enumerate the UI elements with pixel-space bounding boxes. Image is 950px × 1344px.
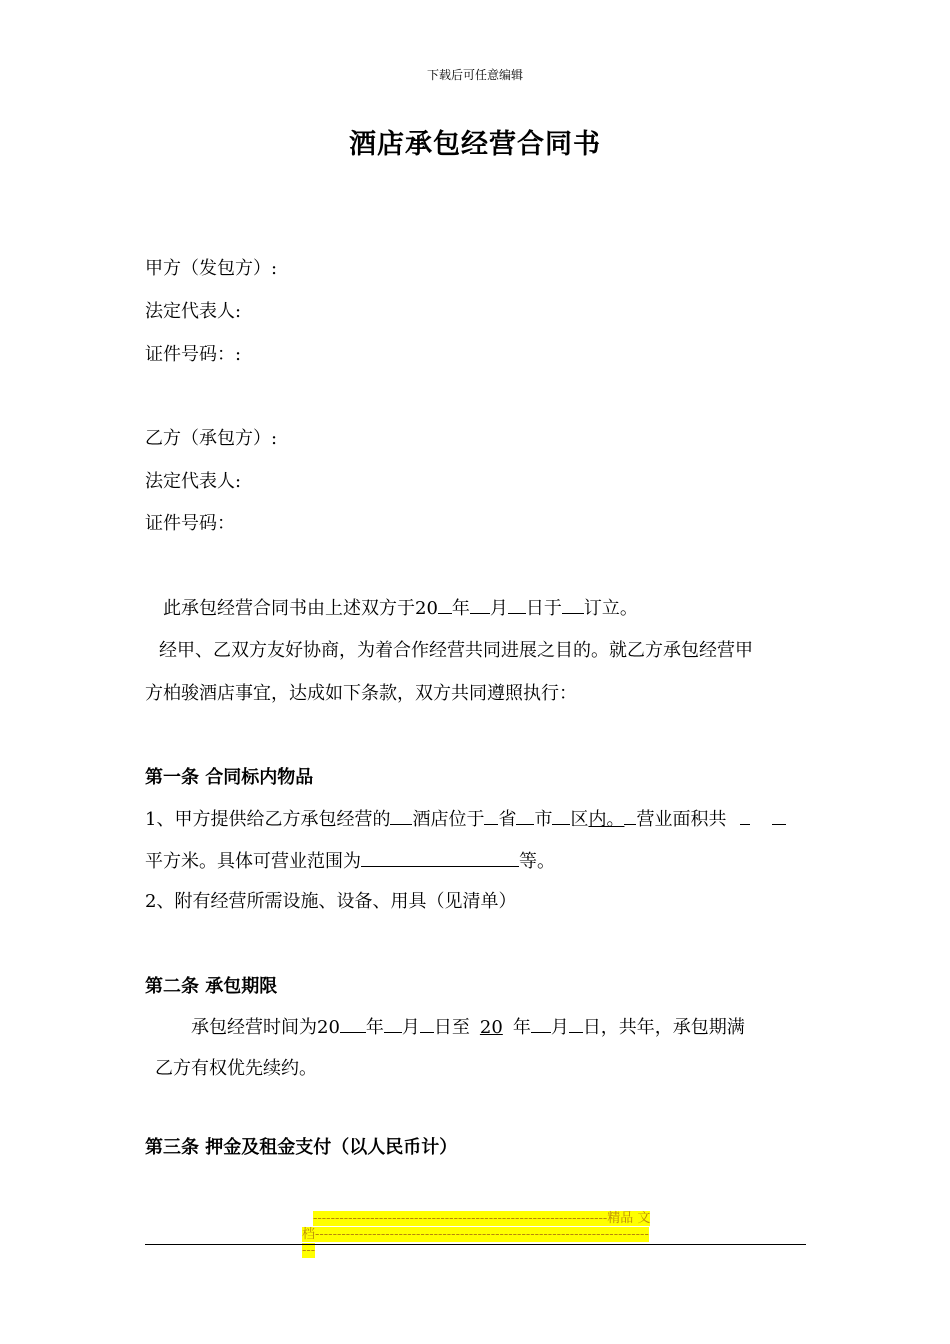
party-a-rep-label: 法定代表人: — [145, 301, 242, 322]
blank-line — [361, 850, 519, 867]
intro-paragraph-2-line-1: 经甲、乙双方友好协商，为着合作经营共同进展之目的。就乙方承包经营甲 — [159, 640, 753, 661]
blank-line — [569, 1016, 583, 1033]
blank-line — [531, 1016, 551, 1033]
blank-line — [438, 597, 452, 614]
blank-line — [516, 808, 534, 825]
article-text: 等。 — [519, 851, 555, 872]
article-text: 区 — [570, 809, 589, 830]
article-2-line-2: 乙方有权优先续约。 — [155, 1058, 317, 1079]
article-text: 月 — [550, 1017, 569, 1038]
article-text: 年 — [512, 1017, 531, 1038]
blank-line — [384, 1016, 402, 1033]
article-text: 20 — [479, 1017, 503, 1038]
intro-text: 订立。 — [583, 598, 638, 619]
article-text: 月 — [401, 1017, 420, 1038]
article-3-heading: 第三条 押金及租金支付（以人民币计） — [145, 1137, 458, 1158]
article-2-line-1 — [191, 1013, 745, 1039]
blank-line — [740, 808, 750, 825]
blank-line — [420, 1016, 434, 1033]
bottom-rule — [145, 1244, 806, 1245]
article-text: 1、甲方提供给乙方承包经营的 — [145, 809, 391, 830]
blank-line — [470, 597, 490, 614]
blank-line — [390, 808, 412, 825]
intro-text: 月 — [489, 598, 508, 619]
party-b-rep-label: 法定代表人: — [145, 471, 242, 492]
blank-line — [772, 808, 786, 825]
party-a-name-label: 甲方（发包方）: — [145, 258, 278, 279]
article-text: 营业面积共 — [636, 809, 727, 830]
blank-line — [340, 1016, 366, 1033]
blank-line — [562, 597, 584, 614]
article-text: 省 — [498, 809, 517, 830]
blank-line — [624, 808, 636, 825]
blank-line — [508, 597, 526, 614]
intro-text: 年 — [451, 598, 470, 619]
blank-line — [552, 808, 570, 825]
article-text: 承包经营时间为20 — [191, 1017, 340, 1038]
article-text: 酒店位于 — [412, 809, 485, 830]
intro-paragraph-1 — [163, 594, 638, 620]
article-1-item-1-line-2 — [145, 847, 555, 873]
article-1-heading: 第一条 合同标内物品 — [145, 767, 314, 788]
intro-text: 日于 — [525, 598, 562, 619]
header-note: 下载后可任意编辑 — [426, 68, 523, 82]
blank-line — [484, 808, 498, 825]
article-1-item-1 — [145, 805, 786, 831]
article-text: 平方米。具体可营业范围为 — [145, 851, 361, 872]
article-text: 年 — [365, 1017, 384, 1038]
footer-banner-text: -------------------------------------------------------------------精品 文 — [313, 1211, 651, 1226]
article-text: 市 — [534, 809, 553, 830]
article-1-item-2: 2、附有经营所需设施、设备、用具（见清单） — [145, 891, 517, 912]
footer-banner-line-1 — [313, 1211, 663, 1227]
article-2-heading: 第二条 承包期限 — [145, 976, 278, 997]
party-b-name-label: 乙方（承包方）: — [145, 428, 278, 449]
article-text: 日至 — [433, 1017, 470, 1038]
footer-banner-line-2 — [302, 1227, 652, 1259]
party-b-id-label: 证件号码： — [145, 513, 235, 534]
article-text: 内。 — [588, 809, 625, 830]
article-text: 日，共年，承包期满 — [582, 1017, 745, 1038]
party-a-id-label: 证件号码：: — [145, 344, 242, 365]
intro-paragraph-2-line-2: 方柏骏酒店事宜，达成如下条款，双方共同遵照执行： — [145, 683, 577, 704]
document-title: 酒店承包经营合同书 — [349, 129, 601, 160]
intro-text: 此承包经营合同书由上述双方于20 — [163, 598, 438, 619]
footer-banner-text: 档------------------------------------------------------------------------------- — [302, 1227, 649, 1258]
